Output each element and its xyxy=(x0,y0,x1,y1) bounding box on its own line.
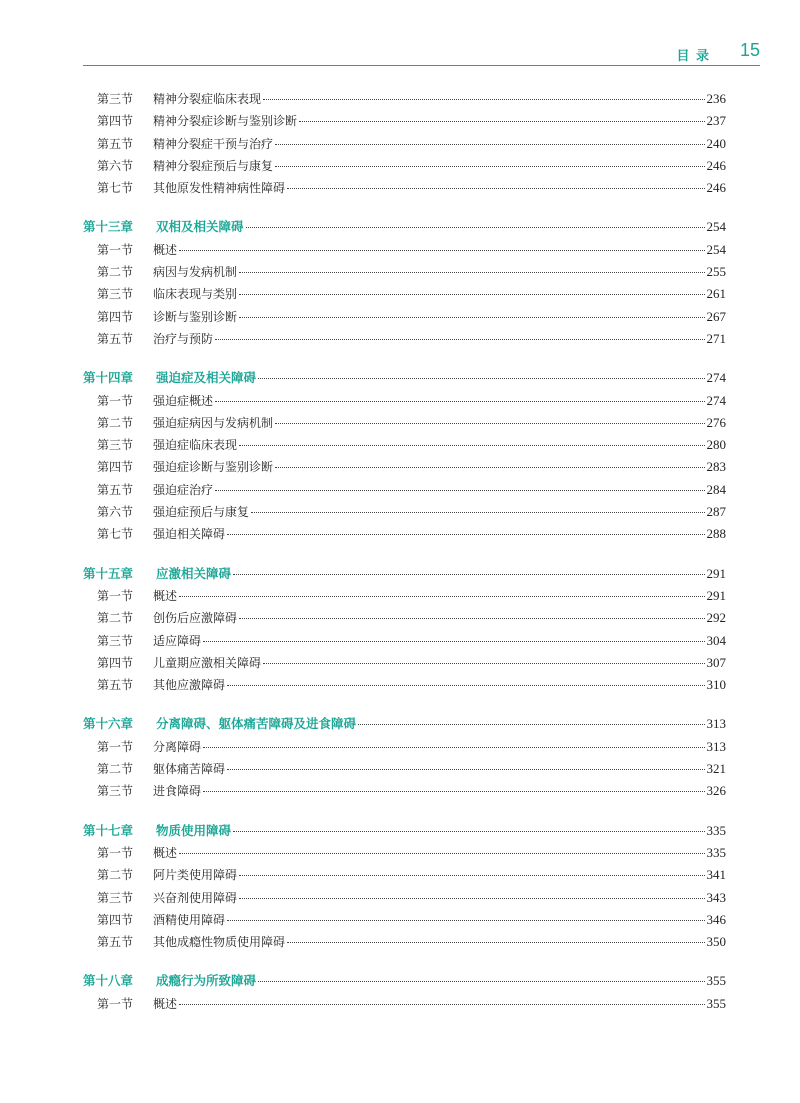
page-number: 246 xyxy=(706,180,726,196)
section-entry xyxy=(83,523,726,545)
section-title: 儿童期应激相关障碍 xyxy=(153,655,262,670)
section-title: 强迫症概述 xyxy=(153,393,214,408)
section-title: 概述 xyxy=(153,845,178,860)
chapter-block xyxy=(83,88,726,199)
chapter-number: 第十三章 xyxy=(83,219,134,235)
page-number: 240 xyxy=(706,135,726,151)
chapter-entry xyxy=(83,820,726,842)
dot-leader xyxy=(275,144,704,145)
section-number: 第一节 xyxy=(97,996,134,1011)
page-number: 267 xyxy=(706,308,726,324)
dot-leader xyxy=(233,831,704,832)
page-number: 288 xyxy=(706,526,726,542)
section-entry xyxy=(83,155,726,177)
section-title: 强迫症治疗 xyxy=(153,482,214,497)
dot-leader xyxy=(287,188,704,189)
page-number: 246 xyxy=(706,157,726,173)
section-title: 酒精使用障碍 xyxy=(153,912,226,927)
section-number: 第六节 xyxy=(97,505,134,520)
dot-leader xyxy=(263,663,704,664)
section-number: 第五节 xyxy=(97,136,134,151)
section-title: 概述 xyxy=(153,996,178,1011)
section-title: 其他应激障碍 xyxy=(153,678,226,693)
section-number: 第一节 xyxy=(97,242,134,257)
page-number: 261 xyxy=(706,286,726,302)
page-number: 237 xyxy=(706,113,726,129)
dot-leader xyxy=(287,942,704,943)
page-header xyxy=(83,36,760,66)
chapter-title: 物质使用障碍 xyxy=(156,822,232,838)
section-entry xyxy=(83,842,726,864)
section-number: 第三节 xyxy=(97,438,134,453)
dot-leader xyxy=(215,490,704,491)
section-number: 第二节 xyxy=(97,415,134,430)
page-number: 343 xyxy=(706,889,726,905)
dot-leader xyxy=(179,250,704,251)
section-number: 第一节 xyxy=(97,845,134,860)
dot-leader xyxy=(263,99,704,100)
chapter-number: 第十七章 xyxy=(83,822,134,838)
section-title: 精神分裂症临床表现 xyxy=(153,92,262,106)
page-number: 341 xyxy=(706,867,726,883)
section-title: 精神分裂症预后与康复 xyxy=(153,158,274,173)
section-title: 强迫症病因与发病机制 xyxy=(153,415,274,430)
page-number: 313 xyxy=(706,716,726,732)
chapter-block xyxy=(83,713,726,802)
page-number: 304 xyxy=(706,632,726,648)
dot-leader xyxy=(203,641,704,642)
section-entry xyxy=(83,652,726,674)
page-number: 346 xyxy=(706,911,726,927)
section-number: 第四节 xyxy=(97,309,134,324)
section-entry xyxy=(83,434,726,456)
dot-leader xyxy=(239,272,704,273)
section-number: 第四节 xyxy=(97,912,134,927)
section-number: 第三节 xyxy=(97,92,134,106)
page-number: 335 xyxy=(706,844,726,860)
section-title: 进食障碍 xyxy=(153,784,202,799)
page-number: 292 xyxy=(706,610,726,626)
dot-leader xyxy=(227,534,704,535)
table-of-contents xyxy=(83,88,726,1015)
section-entry xyxy=(83,674,726,696)
dot-leader xyxy=(239,898,704,899)
page-number: 254 xyxy=(706,241,726,257)
section-number: 第四节 xyxy=(97,114,134,129)
page-number: 307 xyxy=(706,654,726,670)
section-title: 强迫症临床表现 xyxy=(153,438,238,453)
dot-leader xyxy=(203,791,704,792)
section-number: 第四节 xyxy=(97,655,134,670)
section-title: 精神分裂症干预与治疗 xyxy=(153,136,274,151)
section-title: 创伤后应激障碍 xyxy=(153,611,238,626)
dot-leader xyxy=(246,227,705,228)
chapter-block xyxy=(83,820,726,954)
page-number: 276 xyxy=(706,414,726,430)
section-title: 精神分裂症诊断与鉴别诊断 xyxy=(153,114,298,129)
section-number: 第五节 xyxy=(97,678,134,693)
chapter-title: 强迫症及相关障碍 xyxy=(156,370,257,386)
chapter-block xyxy=(83,563,726,697)
section-entry xyxy=(83,909,726,931)
section-title: 适应障碍 xyxy=(153,633,202,648)
chapter-entry xyxy=(83,367,726,389)
section-entry xyxy=(83,110,726,132)
chapter-entry xyxy=(83,563,726,585)
section-title: 诊断与鉴别诊断 xyxy=(153,309,238,324)
section-title: 病因与发病机制 xyxy=(153,265,238,280)
page-number: 335 xyxy=(706,822,726,838)
dot-leader xyxy=(179,596,704,597)
section-entry xyxy=(83,239,726,261)
dot-leader xyxy=(239,618,704,619)
section-number: 第三节 xyxy=(97,633,134,648)
chapter-block xyxy=(83,970,726,1015)
dot-leader xyxy=(275,166,704,167)
section-entry xyxy=(83,306,726,328)
header-title: 目 录 xyxy=(676,49,710,64)
section-entry xyxy=(83,456,726,478)
page-number: 326 xyxy=(706,783,726,799)
page-number: 255 xyxy=(706,264,726,280)
page-number: 291 xyxy=(706,565,726,581)
chapter-number: 第十五章 xyxy=(83,565,134,581)
section-number: 第七节 xyxy=(97,181,134,196)
chapter-entry xyxy=(83,713,726,735)
page-number: 355 xyxy=(706,973,726,989)
section-entry xyxy=(83,993,726,1015)
section-entry xyxy=(83,931,726,953)
page-number: 284 xyxy=(706,481,726,497)
chapter-title: 双相及相关障碍 xyxy=(156,219,244,235)
chapter-number: 第十六章 xyxy=(83,716,134,732)
page-number: 274 xyxy=(706,392,726,408)
section-number: 第三节 xyxy=(97,890,134,905)
page-number: 280 xyxy=(706,437,726,453)
section-entry xyxy=(83,758,726,780)
section-number: 第四节 xyxy=(97,460,134,475)
section-number: 第六节 xyxy=(97,158,134,173)
section-number: 第二节 xyxy=(97,611,134,626)
section-entry xyxy=(83,261,726,283)
dot-leader xyxy=(233,574,704,575)
page-number: 283 xyxy=(706,459,726,475)
dot-leader xyxy=(258,981,704,982)
dot-leader xyxy=(258,378,704,379)
dot-leader xyxy=(239,875,704,876)
section-entry xyxy=(83,780,726,802)
section-title: 强迫症诊断与鉴别诊断 xyxy=(153,460,274,475)
page-number: 313 xyxy=(706,738,726,754)
page-number: 310 xyxy=(706,677,726,693)
dot-leader xyxy=(203,747,704,748)
section-entry xyxy=(83,328,726,350)
section-title: 分离障碍 xyxy=(153,739,202,754)
dot-leader xyxy=(275,467,704,468)
chapter-title: 分离障碍、躯体痛苦障碍及进食障碍 xyxy=(156,716,357,732)
section-number: 第一节 xyxy=(97,393,134,408)
page-number: 274 xyxy=(706,370,726,386)
dot-leader xyxy=(275,423,704,424)
header-page-number: 15 xyxy=(739,40,760,60)
section-number: 第二节 xyxy=(97,868,134,883)
section-entry xyxy=(83,630,726,652)
chapter-title: 应激相关障碍 xyxy=(156,565,232,581)
section-title: 兴奋剂使用障碍 xyxy=(153,890,238,905)
section-entry xyxy=(83,585,726,607)
section-number: 第五节 xyxy=(97,331,134,346)
section-entry xyxy=(83,88,726,110)
section-title: 阿片类使用障碍 xyxy=(153,868,238,883)
page-number: 271 xyxy=(706,330,726,346)
dot-leader xyxy=(179,1004,704,1005)
page-number: 321 xyxy=(706,761,726,777)
section-title: 治疗与预防 xyxy=(153,331,214,346)
dot-leader xyxy=(215,339,704,340)
section-title: 其他成瘾性物质使用障碍 xyxy=(153,935,286,950)
header-divider xyxy=(83,65,760,66)
section-title: 其他原发性精神病性障碍 xyxy=(153,181,286,196)
section-number: 第二节 xyxy=(97,265,134,280)
section-entry xyxy=(83,887,726,909)
section-title: 躯体痛苦障碍 xyxy=(153,762,226,777)
section-number: 第二节 xyxy=(97,762,134,777)
section-entry xyxy=(83,283,726,305)
dot-leader xyxy=(239,294,704,295)
chapter-entry xyxy=(83,970,726,992)
page-number: 350 xyxy=(706,934,726,950)
page-number: 287 xyxy=(706,504,726,520)
page-number: 355 xyxy=(706,995,726,1011)
section-entry xyxy=(83,177,726,199)
section-title: 概述 xyxy=(153,588,178,603)
page-number: 236 xyxy=(706,91,726,106)
dot-leader xyxy=(227,769,704,770)
chapter-number: 第十四章 xyxy=(83,370,134,386)
section-title: 强迫相关障碍 xyxy=(153,527,226,542)
chapter-entry xyxy=(83,216,726,238)
section-title: 强迫症预后与康复 xyxy=(153,505,250,520)
section-entry xyxy=(83,133,726,155)
chapter-block xyxy=(83,216,726,350)
dot-leader xyxy=(299,121,704,122)
section-entry xyxy=(83,479,726,501)
section-entry xyxy=(83,736,726,758)
section-entry xyxy=(83,607,726,629)
page-number: 291 xyxy=(706,587,726,603)
section-title: 概述 xyxy=(153,242,178,257)
chapter-block xyxy=(83,367,726,545)
dot-leader xyxy=(179,853,704,854)
section-entry xyxy=(83,864,726,886)
section-number: 第一节 xyxy=(97,588,134,603)
chapter-number: 第十八章 xyxy=(83,973,134,989)
dot-leader xyxy=(251,512,704,513)
section-number: 第五节 xyxy=(97,482,134,497)
dot-leader xyxy=(227,685,704,686)
section-title: 临床表现与类别 xyxy=(153,287,238,302)
dot-leader xyxy=(358,724,704,725)
section-entry xyxy=(83,390,726,412)
section-entry xyxy=(83,412,726,434)
section-number: 第五节 xyxy=(97,935,134,950)
section-number: 第三节 xyxy=(97,784,134,799)
section-number: 第一节 xyxy=(97,739,134,754)
dot-leader xyxy=(215,401,704,402)
section-number: 第三节 xyxy=(97,287,134,302)
dot-leader xyxy=(239,317,704,318)
section-number: 第七节 xyxy=(97,527,134,542)
section-entry xyxy=(83,501,726,523)
page-number: 254 xyxy=(706,219,726,235)
dot-leader xyxy=(239,445,704,446)
dot-leader xyxy=(227,920,704,921)
chapter-title: 成瘾行为所致障碍 xyxy=(156,973,257,989)
